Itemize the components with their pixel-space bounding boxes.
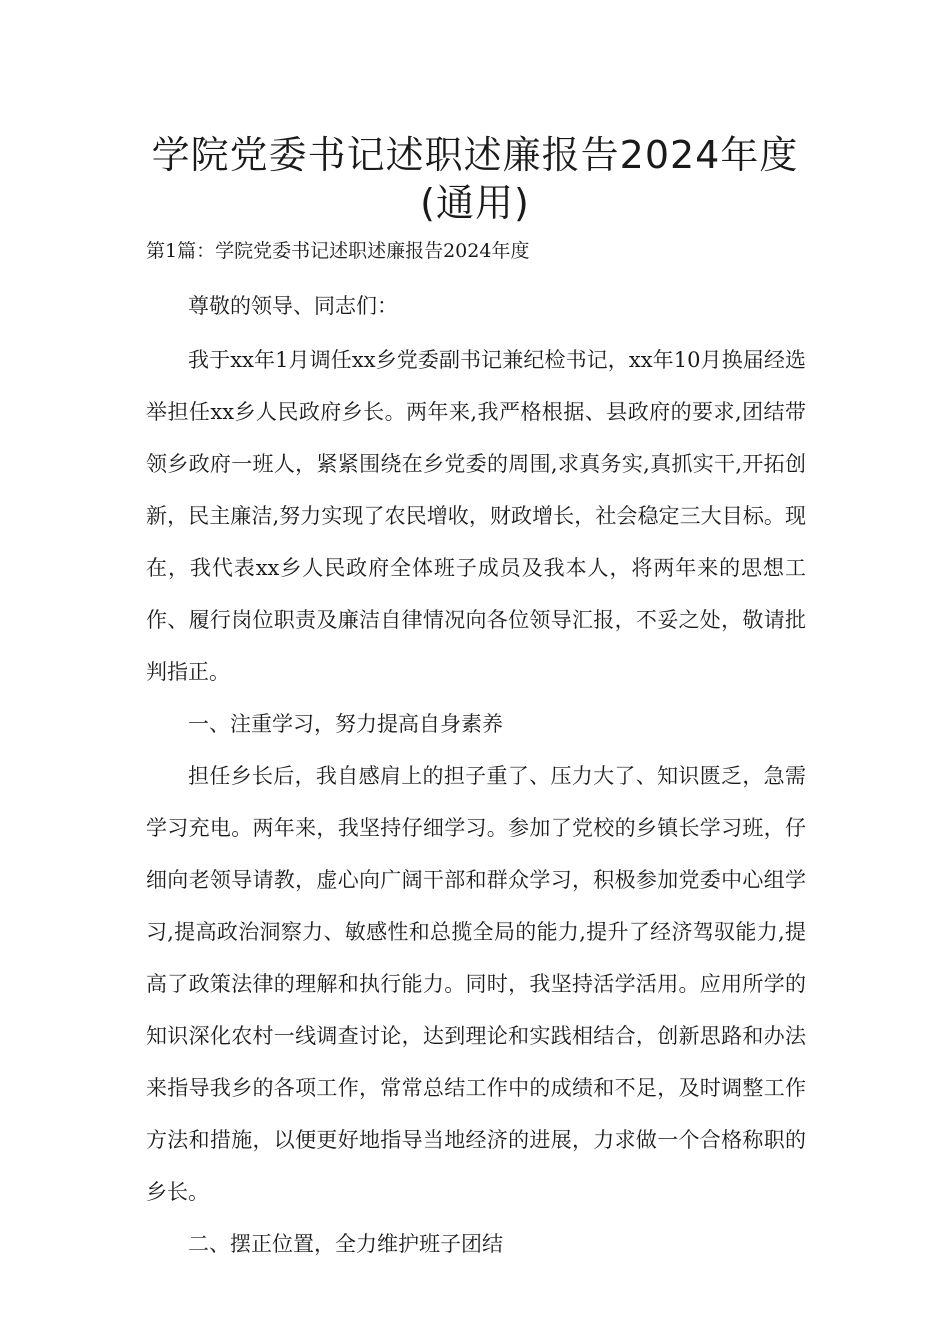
greeting: 尊敬的领导、同志们： xyxy=(188,294,398,318)
section-heading-1: 一、注重学习，努力提高自身素养 xyxy=(188,712,503,736)
paragraph-intro: 我于xx年1月调任xx乡党委副书记兼纪检书记，xx年10月换届经选举担任xx乡人民政府乡长。两年来,我严格根据、县政府的要求,团结带领乡政府一班人，紧紧围绕在乡党委的周围,求真务实,真抓实干,开拓创新，民主廉洁,努力实现了农民增收，财政增长，社会稳定三大目标。现在，我代表xx乡人民政府全体班子成员及我本人，将两年来的思想工作、履行岗位职责及廉洁自律情况向各位领导汇报，不妥之处，敬请批判指正。 xyxy=(146,348,806,684)
document-title: 学院党委书记述职述廉报告2024年度 xyxy=(151,133,799,177)
document-title-suffix: (通用) xyxy=(420,181,530,225)
paragraph-study: 担任乡长后，我自感肩上的担子重了、压力大了、知识匮乏，急需学习充电。两年来，我坚持仔细学习。参加了党校的乡镇长学习班，仔细向老领导请教，虚心向广阔干部和群众学习，积极参加党委中心组学习,提高政治洞察力、敏感性和总揽全局的能力,提升了经济驾驭能力,提高了政策法律的理解和执行能力。同时，我坚持活学活用。应用所学的知识深化农村一线调查讨论，达到理论和实践相结合，创新思路和办法来指导我乡的各项工作，常常总结工作中的成绩和不足，及时调整工作方法和措施，以便更好地指导当地经济的进展，力求做一个合格称职的乡长。 xyxy=(146,764,806,1204)
section-heading-2: 二、摆正位置，全力维护班子团结 xyxy=(188,1232,503,1256)
section-subtitle: 第1篇：学院党委书记述职述廉报告2024年度 xyxy=(146,240,530,262)
document-body xyxy=(146,280,806,1270)
